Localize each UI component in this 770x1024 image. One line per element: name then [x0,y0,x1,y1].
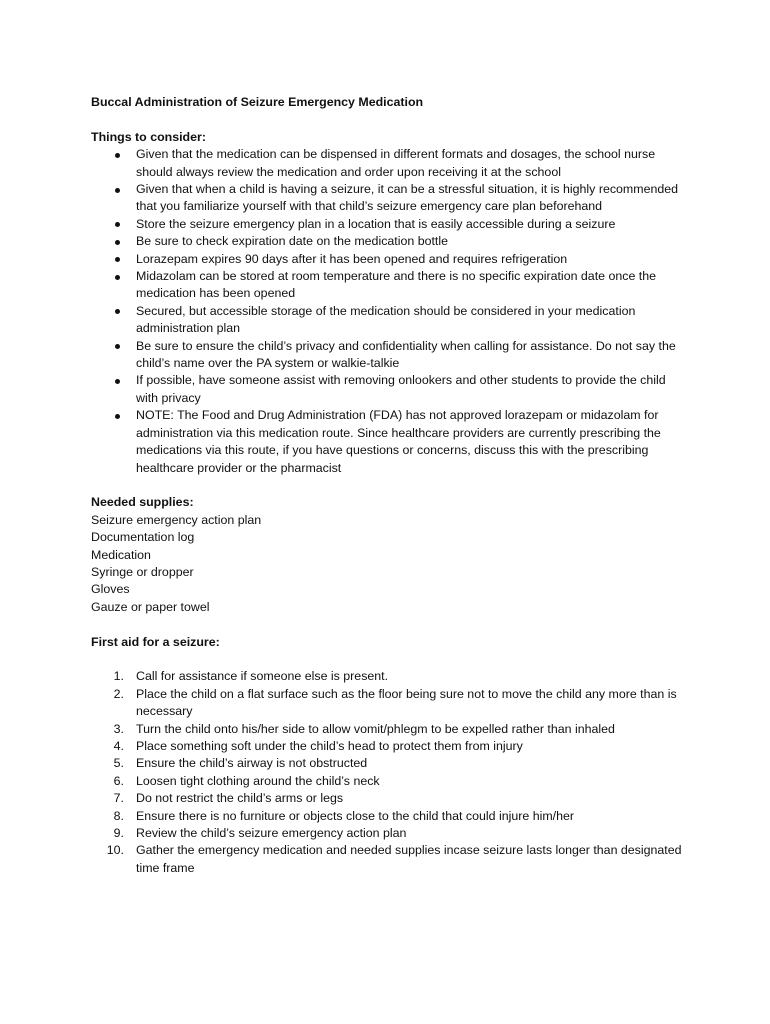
bullet-icon [115,344,120,349]
first-aid-steps [91,668,691,877]
considerations-list [91,146,691,477]
step-number: 1. [113,669,124,684]
spacer [91,616,691,633]
step-item [91,842,691,877]
list-item [91,407,691,477]
step-text: Do not restrict the child’s arms or legs [136,791,344,806]
supply-item: Medication [91,547,151,562]
step-text: Ensure the child’s airway is not obstructed [136,756,368,771]
step-number: 10. [106,843,124,858]
step-item [91,721,691,738]
supply-item: Gloves [91,582,130,597]
step-number: 7. [113,791,124,806]
list-item-text: Given that when a child is having a seizure, it can be a stressful situation, it is highly recommended that you familiarize yourself with that child’s seizure emergency care plan beforehand [136,182,679,214]
list-item [91,338,691,373]
step-text: Call for assistance if someone else is present. [136,669,389,684]
bullet-icon [115,379,120,384]
list-item-text: Store the seizure emergency plan in a location that is easily accessible during a seizure [136,216,616,231]
list-item-text: Be sure to check expiration date on the medication bottle [136,234,449,249]
step-text: Place the child on a flat surface such as the floor being sure not to move the child any more than is necessary [136,686,677,719]
step-item [91,755,691,772]
bullet-icon [115,188,120,193]
list-item [91,268,691,303]
step-text: Gather the emergency medication and needed supplies incase seizure lasts longer than designated time frame [136,843,682,875]
supply-item: Documentation log [91,530,195,545]
supplies-heading: Needed supplies: [91,495,194,510]
step-text: Place something soft under the child’s head to protect them from injury [136,738,523,753]
step-number: 2. [113,686,124,701]
step-text: Ensure there is no furniture or objects close to the child that could injure him/her [136,808,575,823]
supply-item: Syringe or dropper [91,564,194,579]
spacer [91,111,691,128]
step-text: Loosen tight clothing around the child’s neck [136,773,380,788]
list-item [91,146,691,181]
step-number: 3. [113,721,124,736]
step-item [91,668,691,685]
document-page [91,94,691,877]
supply-item: Seizure emergency action plan [91,512,262,527]
list-item-text: Lorazepam expires 90 days after it has been opened and requires refrigeration [136,251,568,266]
list-item [91,181,691,216]
step-text: Turn the child onto his/her side to allow vomit/phlegm to be expelled rather than inhaled [136,721,615,736]
supplies-list [91,512,691,616]
step-text: Review the child’s seizure emergency action plan [136,825,407,840]
spacer [91,651,691,668]
bullet-icon [115,153,120,158]
list-item [91,216,691,233]
document-title: Buccal Administration of Seizure Emergency Medication [91,95,424,109]
step-number: 4. [113,738,124,753]
bullet-icon [115,309,120,314]
bullet-icon [115,414,120,419]
considerations-heading: Things to consider: [91,129,206,144]
list-item-text: Secured, but accessible storage of the medication should be considered in your medication administration plan [136,303,636,336]
step-number: 5. [113,756,124,771]
step-item [91,773,691,790]
spacer [91,477,691,494]
step-number: 9. [113,825,124,840]
step-number: 6. [113,773,124,788]
first-aid-heading: First aid for a seizure: [91,634,220,649]
step-item [91,825,691,842]
bullet-icon [115,257,120,262]
list-item-text: If possible, have someone assist with removing onlookers and other students to provide the child with privacy [136,373,666,405]
step-item [91,808,691,825]
bullet-icon [115,240,120,245]
step-item [91,686,691,721]
list-item-text: Midazolam can be stored at room temperature and there is no specific expiration date once the medication has been opened [136,269,657,301]
step-number: 8. [113,808,124,823]
list-item [91,303,691,338]
bullet-icon [115,275,120,280]
list-item [91,233,691,250]
step-item [91,738,691,755]
list-item-text: Given that the medication can be dispensed in different formats and dosages, the school nurse should always review the medication and order upon receiving it at the school [136,147,656,179]
list-item-text: Be sure to ensure the child’s privacy and confidentiality when calling for assistance. Do not say the child’s name over the PA system or walkie-talkie [136,338,676,371]
bullet-icon [115,222,120,227]
list-item-text: NOTE: The Food and Drug Administration (FDA) has not approved lorazepam or midazolam for administration via this medication route. Since healthcare providers are currently prescribing the medications via this route, if you have questions or concerns, discuss this with the prescribing healthcare provider or the pharmacist [136,408,661,475]
list-item [91,372,691,407]
supply-item: Gauze or paper towel [91,599,210,614]
list-item [91,251,691,268]
step-item [91,790,691,807]
